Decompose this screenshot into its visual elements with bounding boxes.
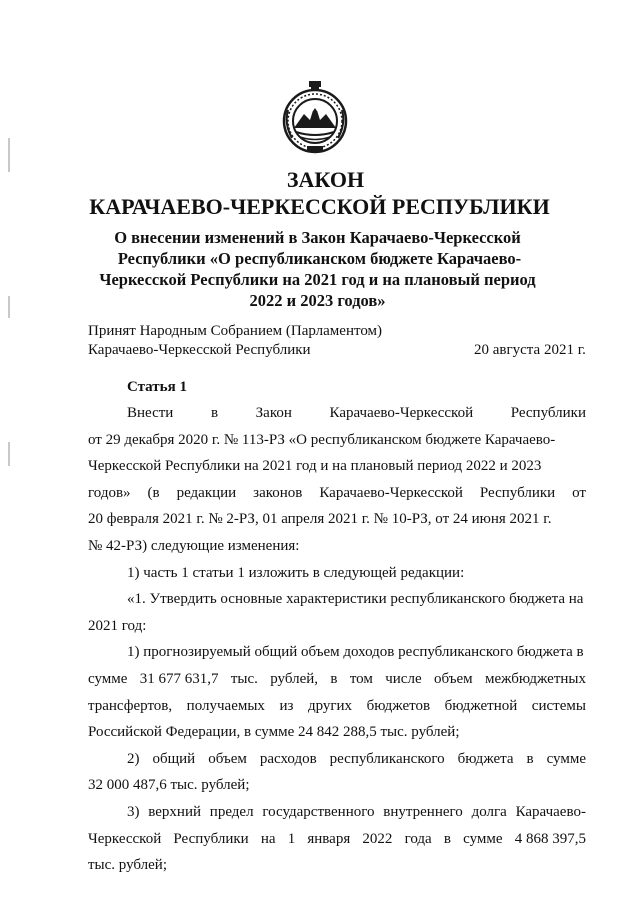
word: получаемых bbox=[186, 697, 265, 714]
word: сумме bbox=[546, 750, 586, 767]
subtitle-line: Черкесской Республики на 2021 год и на плановый период bbox=[99, 270, 536, 289]
word: в bbox=[330, 670, 338, 687]
text-line: 1) прогнозируемый общий объем доходов республиканского бюджета в bbox=[127, 644, 584, 661]
word: внутреннего bbox=[383, 803, 463, 820]
word: в bbox=[210, 405, 219, 421]
word: Черкесской bbox=[88, 830, 162, 847]
word: государственного bbox=[262, 803, 375, 820]
adopted-by-line: Карачаево-Черкесской Республики bbox=[88, 342, 311, 358]
text-line: 2021 год: bbox=[88, 617, 147, 634]
text-line: 20 февраля 2021 г. № 2-РЗ, 01 апреля 2021 г. № 10-РЗ, от 24 июня 2021 г. bbox=[88, 511, 552, 528]
word: 4 868 397,5 bbox=[514, 830, 586, 847]
text-line bbox=[88, 746, 586, 773]
word: верхний bbox=[148, 803, 202, 820]
word: трансфертов, bbox=[88, 697, 173, 714]
word: предел bbox=[209, 803, 254, 820]
text-line: «1. Утвердить основные характеристики республиканского бюджета на bbox=[127, 591, 584, 608]
word: законов bbox=[253, 484, 303, 501]
word: рублей, bbox=[270, 670, 319, 687]
word: межбюджетных bbox=[484, 670, 586, 687]
word: долга bbox=[471, 803, 507, 820]
text-line: Черкесской Республики на 2021 год и на плановый период 2022 и 2023 bbox=[88, 458, 542, 475]
adopted-by-line: Принят Народным Собранием (Парламентом) bbox=[88, 323, 383, 339]
text-line: от 29 декабря 2020 г. № 113-РЗ «О республиканском бюджете Карачаево- bbox=[88, 431, 556, 448]
word: в bbox=[526, 750, 534, 767]
word: тыс. bbox=[230, 670, 258, 687]
word: Карачаево-Черкесской bbox=[319, 484, 463, 501]
word: 31 677 631,7 bbox=[139, 670, 219, 687]
coat-of-arms-icon bbox=[280, 80, 350, 154]
text-line bbox=[88, 480, 586, 507]
word: января bbox=[307, 830, 351, 847]
word: других bbox=[307, 697, 353, 714]
text-line bbox=[88, 799, 586, 826]
word: объем bbox=[208, 750, 247, 767]
word: республиканского bbox=[329, 750, 445, 767]
article-heading: Статья 1 bbox=[127, 379, 187, 395]
word: числе bbox=[385, 670, 422, 687]
word: 2) bbox=[127, 750, 140, 767]
text-line bbox=[88, 666, 586, 693]
text-line: 32 000 487,6 тыс. рублей; bbox=[88, 777, 250, 794]
word: 2022 bbox=[362, 830, 393, 847]
law-title: ЗАКОН bbox=[286, 167, 365, 192]
word: общий bbox=[152, 750, 196, 767]
text-line bbox=[88, 400, 586, 427]
word: Республики bbox=[510, 405, 586, 421]
text-line bbox=[88, 693, 586, 720]
word: бюджета bbox=[457, 750, 514, 767]
word: на bbox=[260, 830, 276, 847]
article-body bbox=[88, 400, 586, 879]
word: Республики bbox=[173, 830, 249, 847]
text-line: Российской Федерации, в сумме 24 842 288,5 тыс. рублей; bbox=[88, 724, 460, 741]
text-line: 1) часть 1 статьи 1 изложить в следующей редакции: bbox=[127, 564, 465, 581]
subtitle-line: Республики «О республиканском бюджете Карачаево- bbox=[117, 249, 522, 268]
word: том bbox=[349, 670, 373, 687]
law-subtitle bbox=[0, 227, 635, 311]
word: 1 bbox=[287, 830, 296, 847]
word: из bbox=[279, 697, 294, 714]
republic-title: КАРАЧАЕВО-ЧЕРКЕССКОЙ РЕСПУБЛИКИ bbox=[89, 194, 550, 219]
word: сумме bbox=[463, 830, 503, 847]
word: Внести bbox=[127, 405, 174, 421]
subtitle-line: О внесении изменений в Закон Карачаево-Черкесской bbox=[114, 228, 521, 247]
adoption-date: 20 августа 2021 г. bbox=[474, 342, 586, 358]
word: Карачаево- bbox=[515, 803, 586, 820]
word: редакции bbox=[176, 484, 237, 501]
word: годов» bbox=[88, 484, 131, 501]
word: Республики bbox=[479, 484, 556, 501]
text-line: № 42-РЗ) следующие изменения: bbox=[88, 537, 300, 554]
scan-margin-mark bbox=[8, 442, 10, 466]
word: от bbox=[572, 484, 586, 501]
word: объем bbox=[433, 670, 473, 687]
word: в bbox=[443, 830, 451, 847]
word: бюджетов bbox=[366, 697, 431, 714]
text-line bbox=[88, 826, 586, 853]
word: Закон bbox=[255, 405, 292, 421]
subtitle-line: 2022 и 2023 годов» bbox=[249, 291, 386, 310]
word: расходов bbox=[259, 750, 317, 767]
word: сумме bbox=[88, 670, 128, 687]
text-line: тыс. рублей; bbox=[88, 857, 167, 874]
word: Карачаево-Черкесской bbox=[329, 405, 474, 421]
word: системы bbox=[531, 697, 586, 714]
word: 3) bbox=[127, 803, 140, 820]
word: (в bbox=[147, 484, 160, 501]
word: бюджетной bbox=[444, 697, 518, 714]
word: года bbox=[404, 830, 432, 847]
adoption-info bbox=[88, 322, 382, 360]
